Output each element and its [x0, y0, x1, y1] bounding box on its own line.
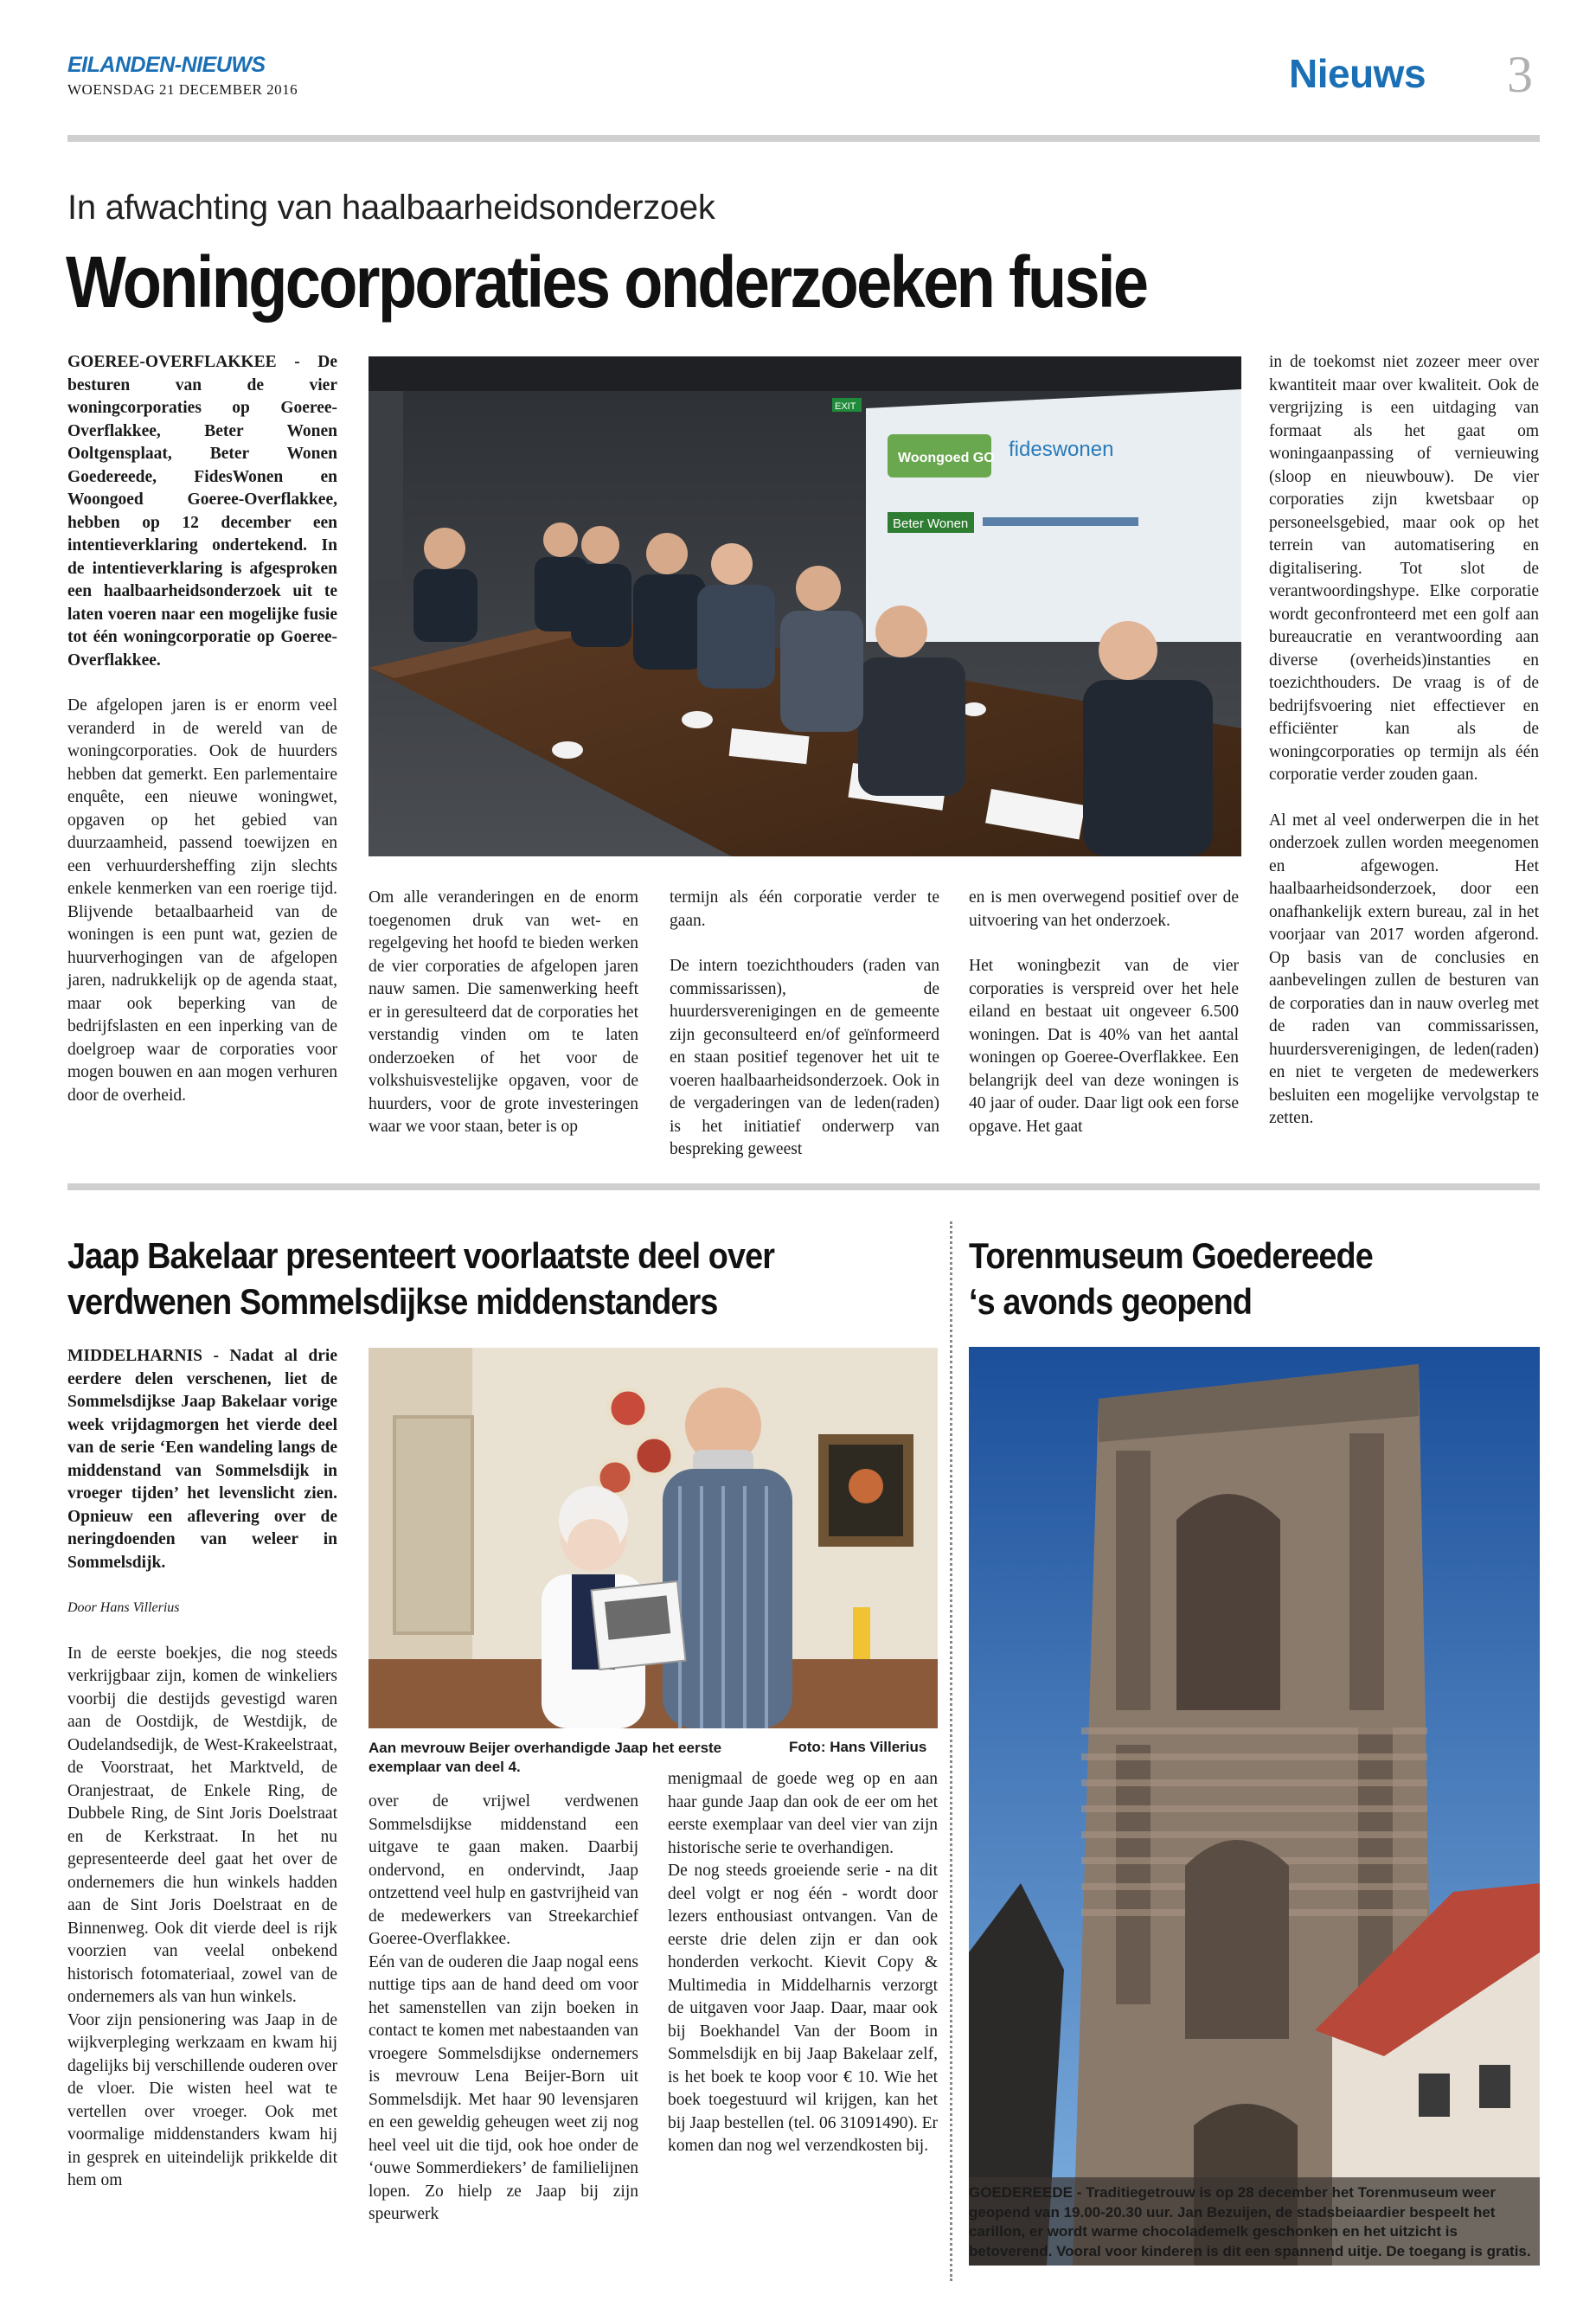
- book-photo-caption: Aan mevrouw Beijer overhandigde Jaap het eerste exemplaar van deel 4.: [369, 1740, 722, 1775]
- article1-paragraph: Om alle veranderingen en de enorm toegenomen druk van wet- en regelgeving het hoofd te bieden werken de vier corporaties de afgelopen jaren nauw samen. Die samenwerking heeft er in geresulteerd dat de corporaties het verstandig vinden om te laten onderzoeken of het voor de volkshuisvestelijke opgaven, voor de huurders, voor de grote investeringen waar we voor staan, beter is op: [369, 888, 638, 1136]
- article2-paragraph: De nog steeds groeiende serie - na dit deel volgt er nog één - wordt door lezers enthousiast ontvangen. Van de eerste drie delen zijn er dan ook honderden verkocht. Kievit Copy & Multimedia in Middelharnis verzorgt de uitgaven voor Jaap. Daar, maar ook bij Boekhandel Van der Boom in Sommelsdijk en bij Jaap Bakelaar zelf, is het boek te koop voor € 10. Wie het boek toegestuurd wil krijgen, kan het bij Jaap bestellen (tel. 06 31091490). Er komen dan nog wel verzendkosten bij.: [668, 1862, 938, 2155]
- book-photo-credit: Foto: Hans Villerius: [789, 1739, 927, 1755]
- book-presentation-photo: [369, 1348, 938, 1728]
- church-tower-photo: [969, 1347, 1540, 2266]
- article2-paragraph: In de eerste boekjes, die nog steeds verkrijgbaar zijn, komen de winkeliers voorbij die destijds gevestigd waren aan de Oostdijk, de Westdijk, de Oudelandsedijk, de West-Krakeelstraat, de Voorstraat, het Marktveld, de Oranjestraat, de Enkele Ring, de Dubbele Ring, de Sint Joris Doelstraat en de Kerkstraat. In het nu gepresenteerde deel gaat het over de ondernemers die hun winkels hadden aan de Sint Joris Doelstraat en de Binnenweg. Ook dit vierde deel is rijk voorzien van veelal onbekend historisch fotomateriaal, zowel van de ondernemers als van hun winkels.: [67, 1644, 337, 2006]
- article2-paragraph: Voor zijn pensionering was Jaap in de wijkverpleging werkzaam en kwam hij dagelijks bij verschillende ouderen over de vloer. Die wisten heel wat te vertellen over vroeger. Ook met voormalige middenstanders kwam hij in gesprek en uiteindelijk prikkelde dit hem om: [67, 2010, 337, 2189]
- article1-column-5: [1269, 351, 1539, 1131]
- section-divider: [67, 1183, 1540, 1190]
- article2-headline-line: Jaap Bakelaar presenteert voorlaatste deel over: [67, 1235, 775, 1276]
- article1-headline: Woningcorporaties onderzoeken fusie: [66, 241, 1147, 323]
- issue-date: WOENSDAG 21 DECEMBER 2016: [67, 81, 298, 98]
- top-rule: [67, 135, 1540, 142]
- article1-paragraph: in de toekomst niet zozeer meer over kwantiteit maar over kwaliteit. Ook de vergrijzing is een uitdaging van formaat als het gaat om woningaanpassing of vernieuwing (sloop en nieuwbouw). De vier corporaties zijn kwetsbaar op personeelsgebied, maar ook op het terrein van automatisering en digitalisering. Tot slot de verantwoordingshype. Elke corporatie wordt geconfronteerd met een golf aan bureaucratie en verantwoording aan diverse (overheids)instanties en toezichthouders. De vraag is of de bedrijfsvoering niet effectiever en efficiënter kan als de woningcorporaties op termijn als één corporatie verder zouden gaan.: [1269, 353, 1539, 784]
- screen-logo-beterwonen: Beter Wonen: [893, 516, 969, 531]
- article1-paragraph: De afgelopen jaren is er enorm veel veranderd in de wereld van de woningcorporaties. Ook de huurders hebben dat gemerkt. Een parlementaire enquête, een nieuwe woningwet, opgaven op het gebied van duurzaamheid, passend toewijzen en een verhuurdersheffing zijn slechts enkele kenmerken van een roerige tijd. Blijvende betaalbaarheid van de woningen is een punt wat, gezien de huurverhogingen van de afgelopen jaren, nadrukkelijk op de agenda staat, maar ook beperking van de bedrijfslasten en een inperking van de doelgroep waar de corporaties voor mogen bouwen en aan mogen verhuren door de overheid.: [67, 696, 337, 1105]
- article2-headline: [67, 1233, 774, 1324]
- exit-sign: EXIT: [835, 401, 856, 412]
- tower-photo-caption: GOEDEREEDE - Traditiegetrouw is op 28 december het Torenmuseum weer geopend van 19.00-20.30 uur. Jan Bezuijen, de stadsbeiaardier bespeelt het carillon, er wordt warme chocolademelk geschonken en het uitzicht is betoverend. Vooral voor kinderen is dit een spannend uitje. De toegang is gratis.: [969, 2184, 1531, 2259]
- masthead: [67, 54, 327, 99]
- article2-headline-line: verdwenen Sommelsdijkse middenstanders: [67, 1281, 718, 1322]
- article2-column-3: [668, 1768, 938, 2158]
- book-photo-drawing: [369, 1348, 938, 1728]
- page-number: 3: [1507, 46, 1533, 103]
- article2-paragraph: Eén van de ouderen die Jaap nogal eens nuttige tips aan de hand deed om voor het samenstellen van zijn boeken in contact te komen met nabestaanden van vroegere Sommelsdijkse ondernemers is mevrouw Lena Beijer-Born uit Sommelsdijk. Met haar 90 levensjaren en een geweldig geheugen weet zij nog heel veel uit die tijd, ook hoe onder de ‘ouwe Sommerdiekers’ de familielijnen lopen. Zo hielp ze Jaap bij zijn speurwerk: [369, 1952, 638, 2223]
- article1-paragraph: Het woningbezit van de vier corporaties is verspreid over het hele eiland en bestaat uit ongeveer 6.500 woningen. Dat is 40% van het aantal woningen op Goeree-Overflakkee. Een belangrijk deel van deze woningen is 40 jaar of ouder. Daar ligt ook een forse opgave. Het gaat: [969, 957, 1239, 1136]
- article2-paragraph: menigmaal de goede weg op en aan haar gunde Jaap dan ook de eer om het eerste exemplaar van deel vier van zijn historische serie te overhandigen.: [668, 1770, 938, 1857]
- article2-column-2: [369, 1791, 638, 2227]
- article1-paragraph: Al met al veel onderwerpen die in het onderzoek zullen worden meegenomen en afgewogen. Het haalbaarheidsonderzoek, door een onafhankelijk extern bureau, zal in het voorjaar van 2017 worden afgerond. Op basis van de conclusies en aanbevelingen zullen de besturen van de corporaties dan in nauw overleg met de raden van commissarissen, huurdersverenigingen, de leden(raden) en niet te vergeten de medewerkers besluiten een mogelijke vervolgstap te zetten.: [1269, 811, 1539, 1127]
- column-divider: [950, 1221, 952, 2281]
- article1-kicker: In afwachting van haalbaarheidsonderzoek: [67, 189, 715, 227]
- article1-column-1: [67, 351, 337, 1107]
- article3-headline-line: Torenmuseum Goedereede: [969, 1235, 1373, 1276]
- screen-logo-fides: fideswonen: [1009, 438, 1114, 461]
- meeting-photo-drawing: [369, 356, 1241, 856]
- screen-logo-woongoed: Woongoed GO: [898, 451, 995, 465]
- article1-column-3: [670, 887, 939, 1162]
- tower-photo-drawing: [969, 1347, 1540, 2266]
- paper-name: EILANDEN-NIEUWS: [67, 53, 266, 77]
- article3-headline: [969, 1233, 1373, 1324]
- meeting-signing-photo: [369, 356, 1241, 856]
- article2-byline: Door Hans Villerius: [67, 1600, 180, 1615]
- article1-paragraph: en is men overwegend positief over de uitvoering van het onderzoek.: [969, 888, 1239, 930]
- article2-lead: MIDDELHARNIS - Nadat al drie eerdere delen verschenen, liet de Sommelsdijkse Jaap Bakelaar vorige week vrijdagmorgen het vierde deel van de serie ‘Een wandeling langs de middenstand van Sommelsdijk in vroeger tijden’ het levenslicht zien. Opnieuw een aflevering over de neringdoenden van weleer in Sommelsdijk.: [67, 1347, 337, 1572]
- article3-headline-line: ‘s avonds geopend: [969, 1281, 1253, 1322]
- section-label: Nieuws: [1289, 51, 1426, 96]
- article1-paragraph: De intern toezichthouders (raden van commissarissen), de huurdersverenigingen en de gemeente zijn geconsulteerd en/of geïnformeerd en staan positief tegenover het uit te voeren haalbaarheidsonderzoek. Ook in de vergaderingen van de leden(raden) is het initiatief onderwerp van bespreking geweest: [670, 957, 939, 1158]
- article2-column-1: [67, 1345, 337, 2193]
- article1-lead: GOEREE-OVERFLAKKEE - De besturen van de vier woningcorporaties op Goeree-Overflakkee, Beter Wonen Ooltgensplaat, Beter Wonen Goedereede, FidesWonen en Woongoed Goeree-Overflakkee, hebben op 12 december een intentieverklaring ondertekend. In de intentieverklaring is afgesproken een haalbaarheidsonderzoek uit te laten voeren naar een mogelijke fusie tot één woningcorporatie op Goeree-Overflakkee.: [67, 353, 337, 670]
- article1-paragraph: termijn als één corporatie verder te gaan.: [670, 888, 939, 930]
- article2-paragraph: over de vrijwel verdwenen Sommelsdijkse middenstand een uitgave te gaan maken. Daarbij ondervond, en ondervindt, Jaap ontzettend veel hulp en gastvrijheid van de medewerkers van Streekarchief Goeree-Overflakkee.: [369, 1792, 638, 1948]
- article1-column-4: [969, 887, 1239, 1138]
- article1-column-2: [369, 887, 638, 1139]
